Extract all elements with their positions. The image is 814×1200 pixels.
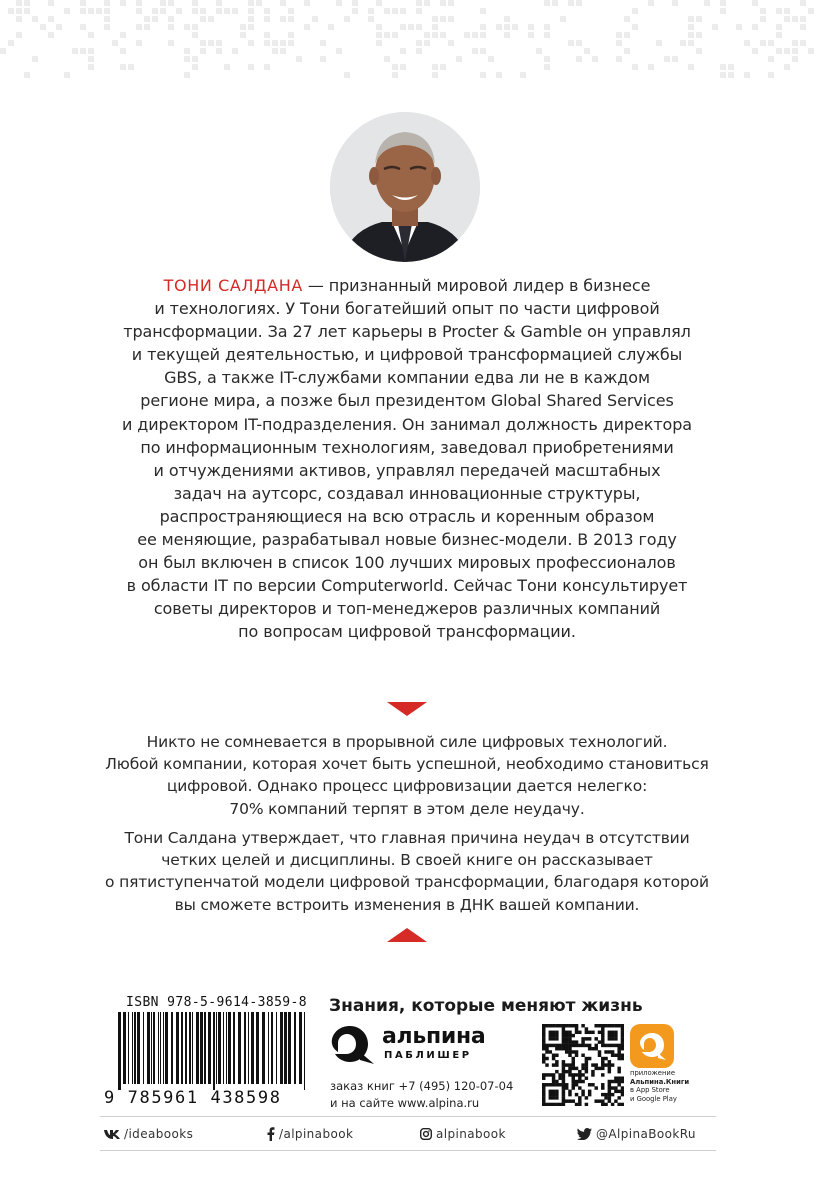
alpina-books-app-icon: [630, 1024, 674, 1068]
bio-line: и технологиях. У Тони богатейший опыт по части цифровой: [154, 299, 660, 319]
blurb-line: Тони Салдана утверждает, что главная причина неудач в отсутствии: [124, 829, 690, 847]
bio-line: в области IT по версии Computerworld. Сейчас Тони консультирует: [126, 576, 688, 596]
bio-line: и директором IT-подразделения. Он занимал должность директора: [121, 414, 692, 434]
footer-divider-bottom: [100, 1150, 716, 1151]
instagram-icon: [420, 1128, 432, 1140]
app-line: приложение: [630, 1069, 676, 1077]
twitter-handle: @AlpinaBookRu: [596, 1127, 696, 1141]
bio-line: он был включен в список 100 лучших мировых профессионалов: [138, 553, 676, 573]
blurb-line: Никто не сомневается в прорывной силе цифровых технологий.: [146, 733, 668, 751]
bio-line: признанный мировой лидер в бизнесе: [328, 276, 651, 295]
order-phone: заказ книг +7 (495) 120-07-04: [330, 1079, 514, 1093]
vk-handle: /ideabooks: [124, 1127, 194, 1141]
order-site: и на сайте www.alpina.ru: [330, 1096, 480, 1110]
isbn-label: ISBN 978-5-9614-3859-8: [126, 995, 307, 1010]
app-store-info: [630, 1069, 689, 1103]
publisher-subname: ПАБЛИШЕР: [384, 1050, 472, 1061]
social-twitter-link[interactable]: [577, 1126, 696, 1142]
app-line: в App Store: [630, 1086, 670, 1095]
publisher-name: альпина: [382, 1024, 486, 1049]
bio-line: ее меняющие, разрабатывал новые бизнес-модели. В 2013 году: [137, 530, 677, 550]
blurb-paragraph-2: [40, 827, 774, 916]
author-bio: [60, 274, 754, 644]
qr-code-icon: [542, 1024, 624, 1106]
author-portrait: [330, 112, 480, 262]
publisher-tagline: Знания, которые меняют жизнь: [329, 996, 643, 1016]
barcode-icon: [116, 1012, 312, 1090]
twitter-icon: [577, 1128, 592, 1140]
footer-divider-top: [100, 1116, 716, 1117]
bio-line: по вопросам цифровой трансформации.: [238, 622, 576, 642]
app-name: Альпина.Книги: [630, 1077, 690, 1086]
blurb-line: цифровой. Однако процесс цифровизации дается нелегко:: [166, 777, 648, 796]
blurb-paragraph-1: [40, 731, 774, 820]
blurb-line: о пятиступенчатой модели цифровой трансформации, благодаря которой: [105, 873, 709, 892]
social-vk-link[interactable]: [104, 1126, 193, 1142]
triangle-down-icon: [387, 702, 427, 716]
bio-line: по информационным технологиям, заведовал приобретениями: [140, 437, 674, 457]
bio-line: и отчуждениями активов, управлял передачей масштабных: [153, 460, 661, 480]
social-instagram-link[interactable]: [420, 1126, 506, 1142]
alpina-logo-icon: [330, 1024, 376, 1064]
decorative-pixel-pattern: [0, 0, 814, 80]
vk-icon: [104, 1129, 120, 1139]
bio-line: GBS, а также IT-службами компании едва ли не в каждом: [164, 368, 650, 388]
triangle-up-icon: [387, 928, 427, 942]
bio-line: трансформации. За 27 лет карьеры в Procter & Gamble он управлял: [123, 322, 691, 342]
bio-line: задач на аутсорс, создавал инновационные структуры,: [173, 483, 641, 503]
author-name: ТОНИ САЛДАНА: [163, 276, 303, 295]
blurb-line: вы сможете встроить изменения в ДНК вашей компании.: [174, 895, 640, 914]
facebook-icon: [267, 1127, 275, 1141]
bio-line: распространяющиеся на всю отрасль и коренным образом: [159, 506, 655, 526]
bio-line: советы директоров и топ-менеджеров различных компаний: [153, 599, 661, 619]
social-facebook-link[interactable]: [267, 1126, 353, 1142]
order-info: [330, 1078, 513, 1112]
facebook-handle: /alpinabook: [279, 1127, 354, 1141]
instagram-handle: alpinabook: [436, 1127, 506, 1141]
blurb-line: четких целей и дисциплины. В своей книге он рассказывает: [161, 851, 653, 870]
blurb-line: 70% компаний терпят в этом деле неудачу.: [229, 799, 585, 818]
bio-line: и текущей деятельностью, и цифровой трансформацией службы: [131, 345, 683, 365]
blurb-line: Любой компании, которая хочет быть успешной, необходимо становиться: [105, 755, 709, 774]
ean-digits: 9 785961 438598: [104, 1088, 282, 1108]
app-line: и Google Play: [630, 1094, 677, 1103]
bio-first-line: ТОНИ САЛДАНА — признанный мировой лидер в бизнесе: [163, 276, 651, 295]
bio-line: регионе мира, а позже был президентом Global Shared Services: [140, 391, 674, 411]
